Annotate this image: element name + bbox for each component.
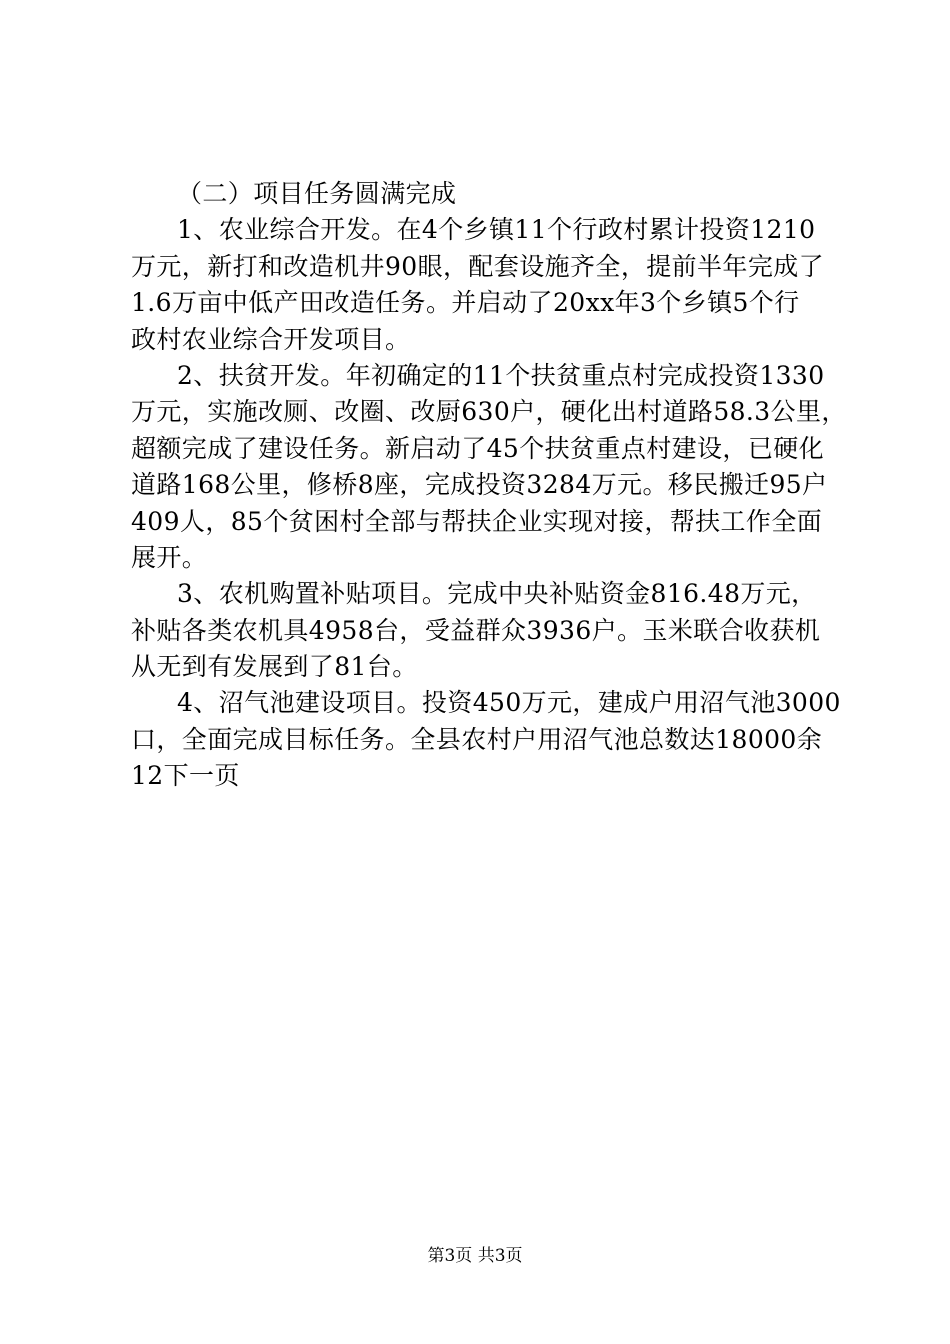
paragraph-line: 展开。 [131,542,208,572]
paragraph-line: 口，全面完成目标任务。全县农村户用沼气池总数达18000余 [131,724,823,754]
paragraph-line: 政村农业综合开发项目。 [131,324,411,354]
next-page-link[interactable]: 12下一页 [131,761,240,791]
paragraph-line: 409人，85个贫困村全部与帮扶企业实现对接，帮扶工作全面 [131,506,823,536]
paragraph-line: 2、扶贫开发。年初确定的11个扶贫重点村完成投资1330 [177,360,825,390]
paragraph-line: 4、沼气池建设项目。投资450万元，建成户用沼气池3000 [177,688,841,718]
paragraph-line: 1、农业综合开发。在4个乡镇11个行政村累计投资1210 [177,215,816,245]
paragraph-line: 超额完成了建设任务。新启动了45个扶贫重点村建设，已硬化 [131,433,825,463]
section-heading: （二）项目任务圆满完成 [177,179,457,208]
paragraph-line: 道路168公里，修桥8座，完成投资3284万元。移民搬迁95户 [131,470,828,500]
page-number-footer: 第3页 共3页 [427,1246,523,1266]
paragraph-line: 从无到有发展到了81台。 [131,652,418,682]
paragraph-line: 补贴各类农机具4958台，受益群众3936户。玉米联合收获机 [131,615,821,645]
paragraph-line: 万元，实施改厕、改圈、改厨630户，硬化出村道路58.3公里， [131,397,847,427]
paragraph-line: 3、农机购置补贴项目。完成中央补贴资金816.48万元， [177,579,817,609]
paragraph-line: 1.6万亩中低产田改造任务。并启动了20xx年3个乡镇5个行 [131,288,800,318]
document-body [131,176,847,795]
paragraph-line: 万元，新打和改造机井90眼，配套设施齐全，提前半年完成了 [131,251,825,281]
